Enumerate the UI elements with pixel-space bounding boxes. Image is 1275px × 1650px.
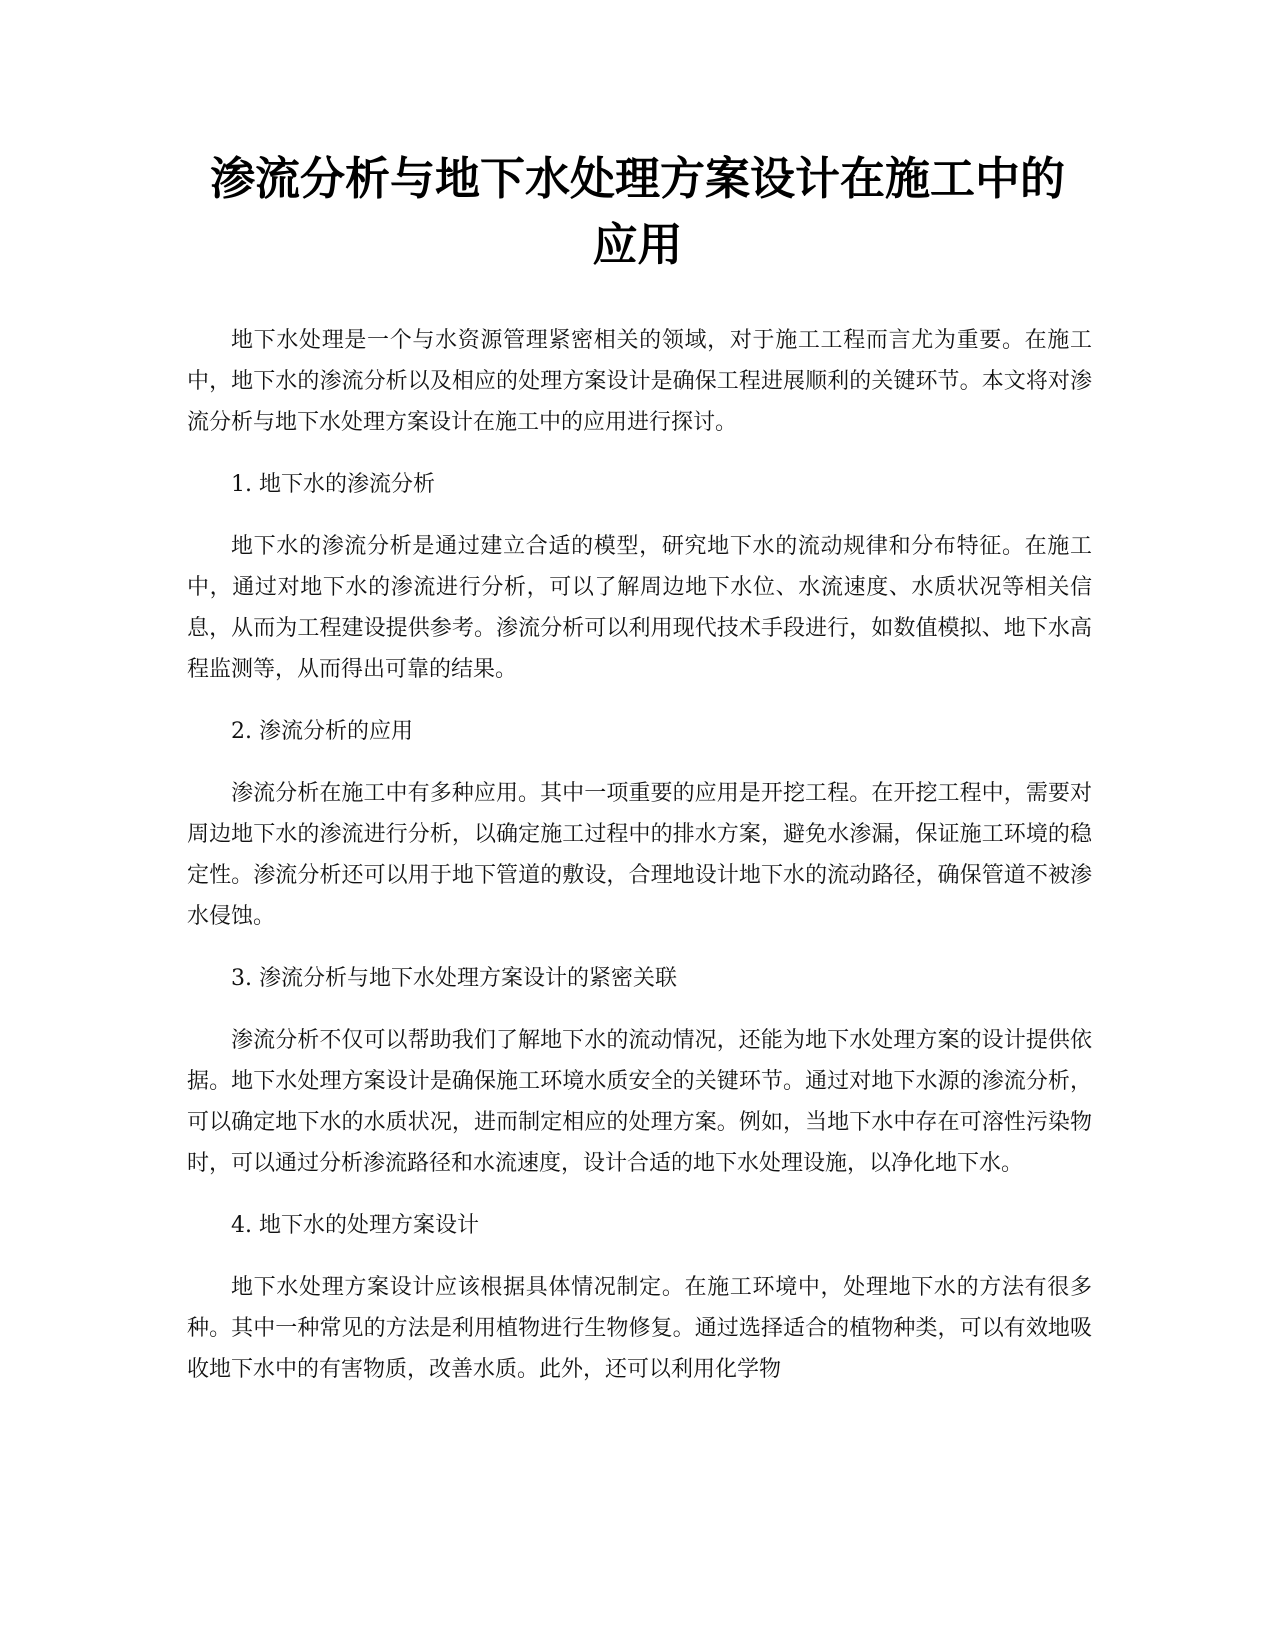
section-body-2: 渗流分析在施工中有多种应用。其中一项重要的应用是开挖工程。在开挖工程中，需要对周边地下水的渗流进行分析，以确定施工过程中的排水方案，避免水渗漏，保证施工环境的稳定性。渗流分析还可以用于地下管道的敷设，合理地设计地下水的流动路径，确保管道不被渗水侵蚀。 bbox=[187, 781, 1092, 929]
title-line-2: 应用 bbox=[592, 218, 683, 271]
intro-paragraph: 地下水处理是一个与水资源管理紧密相关的领域，对于施工工程而言尤为重要。在施工中，地下水的渗流分析以及相应的处理方案设计是确保工程进展顺利的关键环节。本文将对渗流分析与地下水处理方案设计在施工中的应用进行探讨。 bbox=[187, 328, 1092, 435]
section-heading-3: 3. 渗流分析与地下水处理方案设计的紧密关联 bbox=[231, 966, 677, 991]
document-title bbox=[140, 146, 1135, 278]
section-heading-2: 2. 渗流分析的应用 bbox=[231, 719, 413, 744]
document-body bbox=[187, 320, 1092, 1411]
section-heading-1: 1. 地下水的渗流分析 bbox=[231, 472, 435, 497]
section-body-3: 渗流分析不仅可以帮助我们了解地下水的流动情况，还能为地下水处理方案的设计提供依据。地下水处理方案设计是确保施工环境水质安全的关键环节。通过对地下水源的渗流分析，可以确定地下水的水质状况，进而制定相应的处理方案。例如，当地下水中存在可溶性污染物时，可以通过分析渗流路径和水流速度，设计合适的地下水处理设施，以净化地下水。 bbox=[187, 1028, 1092, 1176]
title-line-1: 渗流分析与地下水处理方案设计在施工中的 bbox=[209, 152, 1065, 205]
section-body-1: 地下水的渗流分析是通过建立合适的模型，研究地下水的流动规律和分布特征。在施工中，通过对地下水的渗流进行分析，可以了解周边地下水位、水流速度、水质状况等相关信息，从而为工程建设提供参考。渗流分析可以利用现代技术手段进行，如数值模拟、地下水高程监测等，从而得出可靠的结果。 bbox=[187, 534, 1092, 682]
section-heading-4: 4. 地下水的处理方案设计 bbox=[231, 1213, 479, 1238]
section-body-4: 地下水处理方案设计应该根据具体情况制定。在施工环境中，处理地下水的方法有很多种。其中一种常见的方法是利用植物进行生物修复。通过选择适合的植物种类，可以有效地吸收地下水中的有害物质，改善水质。此外，还可以利用化学物 bbox=[187, 1275, 1092, 1382]
